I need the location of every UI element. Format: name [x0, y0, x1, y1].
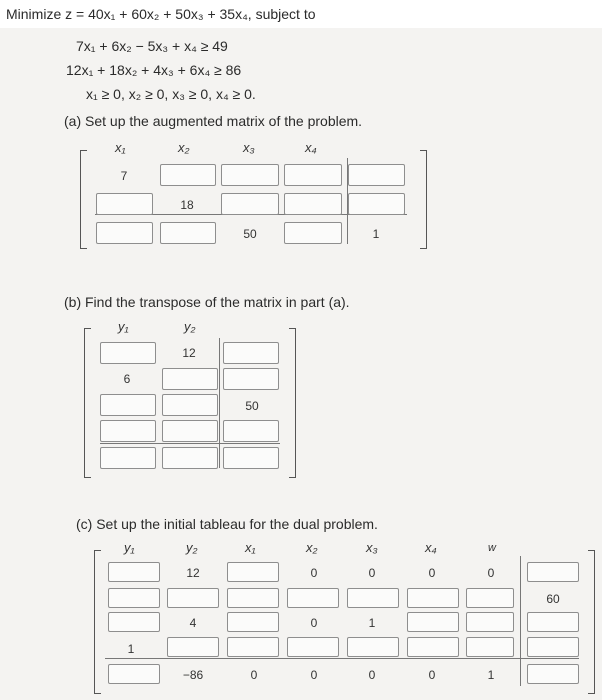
tableau-r1-w: 0 [487, 566, 495, 580]
tableau-r4c4[interactable] [287, 637, 339, 657]
tableau-r5-x2: 0 [310, 668, 318, 682]
tableau-r2c1[interactable] [108, 588, 160, 608]
matrix-b-r4c2[interactable] [162, 420, 218, 442]
nonneg-constraints: x₁ ≥ 0, x₂ ≥ 0, x₃ ≥ 0, x₄ ≥ 0. [86, 86, 256, 102]
matrix-a-given-50: 50 [243, 227, 257, 241]
constraint-1: 7x₁ + 6x₂ − 5x₃ + x₄ ≥ 49 [76, 38, 228, 54]
tableau-r3c3[interactable] [227, 612, 279, 632]
tableau-divider-v [520, 556, 521, 686]
col-header-x3: x₃ [243, 140, 255, 155]
col-header-y1: y₁ [118, 319, 129, 334]
tableau-header-y1: y₁ [124, 540, 135, 555]
tableau-r2c5[interactable] [347, 588, 399, 608]
tableau-r5-rhs[interactable] [527, 664, 579, 684]
tableau-r3c6[interactable] [407, 612, 459, 632]
tableau-header-x1: x₁ [245, 540, 256, 555]
matrix-b-right-bracket [289, 328, 296, 478]
tableau-r3c7[interactable] [466, 612, 514, 632]
tableau-r2c4[interactable] [287, 588, 339, 608]
matrix-b-r4-rhs[interactable] [223, 420, 279, 442]
matrix-a-given-7: 7 [120, 169, 128, 183]
tableau-r2c2[interactable] [167, 588, 219, 608]
tableau-r1c1[interactable] [108, 562, 160, 582]
tableau-r2c3[interactable] [227, 588, 279, 608]
tableau-r3-rhs[interactable] [527, 612, 579, 632]
tableau-r2c7[interactable] [466, 588, 514, 608]
tableau-r5-w: 1 [487, 668, 495, 682]
tableau-r5-x1: 0 [250, 668, 258, 682]
matrix-a-given-18: 18 [180, 198, 194, 212]
matrix-b-r2-rhs[interactable] [223, 368, 279, 390]
matrix-a-r1c3[interactable] [221, 164, 279, 186]
col-header-x4: x₄ [305, 140, 317, 155]
tableau-r4c3[interactable] [227, 637, 279, 657]
matrix-b-divider-v [219, 338, 220, 468]
tableau-right-bracket [588, 550, 595, 694]
matrix-b-r1c1[interactable] [100, 342, 156, 364]
tableau-r4-rhs[interactable] [527, 637, 579, 657]
tableau-r1-x3: 0 [368, 566, 376, 580]
matrix-a-given-1: 1 [372, 227, 380, 241]
tableau-r5-x3: 0 [368, 668, 376, 682]
col-header-x2: x₂ [178, 140, 190, 155]
matrix-a-r1-rhs[interactable] [348, 164, 405, 186]
part-b-heading: (b) Find the transpose of the matrix in part (a). [64, 294, 350, 310]
part-c-heading: (c) Set up the initial tableau for the dual problem. [76, 516, 378, 532]
matrix-a-r2-rhs[interactable] [348, 193, 405, 215]
tableau-r5c1[interactable] [108, 664, 160, 684]
matrix-a-r1c4[interactable] [284, 164, 342, 186]
matrix-a-r2c1[interactable] [96, 193, 153, 215]
tableau-header-y2: y₂ [186, 540, 198, 555]
tableau-r4c7[interactable] [466, 637, 514, 657]
matrix-b-left-bracket [84, 328, 91, 478]
matrix-b-given-50: 50 [245, 399, 259, 413]
tableau-left-bracket [94, 550, 101, 694]
matrix-a-r2c4[interactable] [284, 193, 342, 215]
tableau-r3c1[interactable] [108, 612, 160, 632]
col-header-y2: y₂ [184, 319, 196, 334]
matrix-b-divider-h [100, 443, 280, 444]
matrix-b-given-12: 12 [182, 346, 196, 360]
tableau-r1-x2: 0 [310, 566, 318, 580]
tableau-r5-y2: −86 [182, 668, 204, 682]
matrix-a-r3c1[interactable] [96, 222, 153, 244]
tableau-r1-rhs[interactable] [527, 562, 579, 582]
matrix-b-r5c1[interactable] [100, 447, 156, 469]
matrix-a-r3c4[interactable] [284, 222, 342, 244]
matrix-a-right-bracket [420, 150, 427, 249]
tableau-r3-x3: 1 [368, 616, 376, 630]
matrix-a-r2c3[interactable] [221, 193, 279, 215]
constraint-2: 12x₁ + 18x₂ + 4x₃ + 6x₄ ≥ 86 [66, 62, 242, 78]
matrix-b-r1-rhs[interactable] [223, 342, 279, 364]
tableau-divider-h [105, 658, 579, 659]
tableau-r3-y2: 4 [189, 616, 197, 630]
tableau-r2-rhs: 60 [546, 592, 560, 606]
tableau-r1-x4: 0 [428, 566, 436, 580]
tableau-r1c3[interactable] [227, 562, 279, 582]
tableau-r5-x4: 0 [428, 668, 436, 682]
tableau-header-x4: x₄ [425, 540, 437, 555]
matrix-b-r2c2[interactable] [162, 368, 218, 390]
tableau-header-x3: x₃ [366, 540, 378, 555]
matrix-b-r5-rhs[interactable] [223, 447, 279, 469]
matrix-b-given-6: 6 [123, 372, 131, 386]
tableau-r4c2[interactable] [167, 637, 219, 657]
tableau-r1-y2: 12 [186, 566, 200, 580]
matrix-a-r3c2[interactable] [160, 222, 216, 244]
tableau-r3-x2: 0 [310, 616, 318, 630]
col-header-x1: x₁ [115, 140, 126, 155]
tableau-header-x2: x₂ [306, 540, 318, 555]
matrix-b-r5c2[interactable] [162, 447, 218, 469]
tableau-r4c6[interactable] [407, 637, 459, 657]
matrix-b-r3c2[interactable] [162, 394, 218, 416]
tableau-header-w: w [488, 542, 496, 554]
tableau-r4c5[interactable] [347, 637, 399, 657]
matrix-b-r3c1[interactable] [100, 394, 156, 416]
matrix-a-r1c2[interactable] [160, 164, 216, 186]
matrix-a-left-bracket [80, 150, 87, 249]
part-a-heading: (a) Set up the augmented matrix of the problem. [64, 113, 363, 129]
tableau-r4-y1: 1 [127, 642, 135, 656]
matrix-b-r4c1[interactable] [100, 420, 156, 442]
problem-intro: Minimize z = 40x₁ + 60x₂ + 50x₃ + 35x₄, subject to [6, 6, 316, 22]
tableau-r2c6[interactable] [407, 588, 459, 608]
